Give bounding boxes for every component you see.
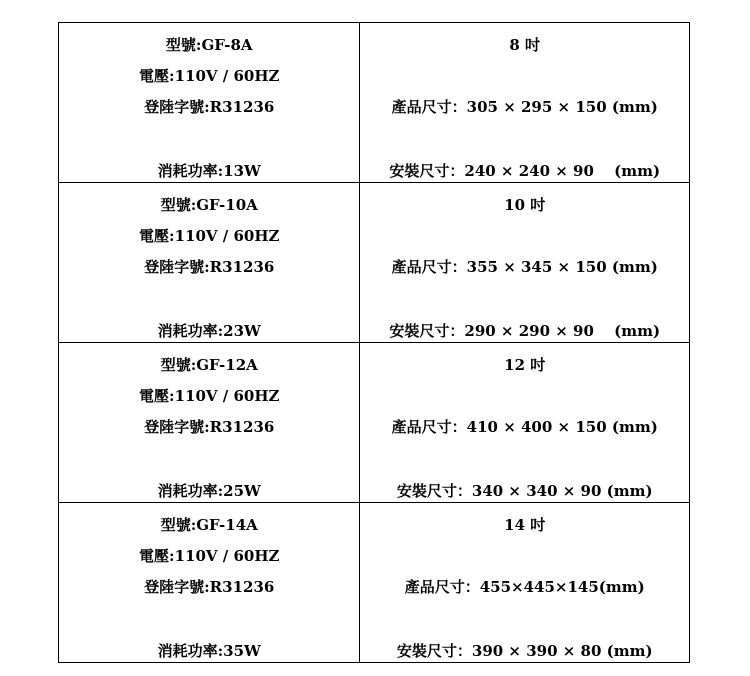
install-size-label: 安裝尺寸：390 × 390 × 80 (mm)	[396, 642, 653, 660]
spec-cell	[59, 23, 360, 183]
spec-cell	[59, 183, 360, 343]
registration-label: 登陸字號:R31236	[144, 418, 275, 436]
power-label: 消耗功率:35W	[157, 642, 261, 660]
inch-label: 8 吋	[509, 36, 541, 54]
size-cell	[360, 183, 690, 343]
size-cell	[360, 23, 690, 183]
inch-label: 14 吋	[504, 516, 546, 534]
inch-label: 12 吋	[504, 356, 546, 374]
model-label: 型號:GF-8A	[165, 36, 253, 54]
voltage-label: 電壓:110V / 60HZ	[139, 67, 280, 85]
registration-label: 登陸字號:R31236	[144, 578, 275, 596]
spec-table	[58, 22, 690, 663]
spec-cell	[59, 343, 360, 503]
product-size-label: 產品尺寸：305 × 295 × 150 (mm)	[391, 98, 658, 116]
model-label: 型號:GF-14A	[160, 516, 258, 534]
power-label: 消耗功率:13W	[157, 162, 261, 180]
product-size-label: 產品尺寸：355 × 345 × 150 (mm)	[391, 258, 658, 276]
voltage-label: 電壓:110V / 60HZ	[139, 227, 280, 245]
table-row	[59, 23, 690, 183]
install-size-label: 安裝尺寸：240 × 240 × 90 (mm)	[389, 162, 661, 180]
size-cell	[360, 503, 690, 663]
product-size-label: 產品尺寸：410 × 400 × 150 (mm)	[391, 418, 658, 436]
spec-cell	[59, 503, 360, 663]
power-label: 消耗功率:23W	[157, 322, 261, 340]
model-label: 型號:GF-10A	[160, 196, 258, 214]
table-row	[59, 183, 690, 343]
install-size-label: 安裝尺寸：290 × 290 × 90 (mm)	[389, 322, 661, 340]
size-cell	[360, 343, 690, 503]
voltage-label: 電壓:110V / 60HZ	[139, 387, 280, 405]
table-row	[59, 503, 690, 663]
table-row	[59, 343, 690, 503]
product-size-label: 產品尺寸：455×445×145(mm)	[404, 578, 645, 596]
registration-label: 登陸字號:R31236	[144, 258, 275, 276]
install-size-label: 安裝尺寸：340 × 340 × 90 (mm)	[396, 482, 653, 500]
power-label: 消耗功率:25W	[157, 482, 261, 500]
registration-label: 登陸字號:R31236	[144, 98, 275, 116]
voltage-label: 電壓:110V / 60HZ	[139, 547, 280, 565]
model-label: 型號:GF-12A	[160, 356, 258, 374]
inch-label: 10 吋	[504, 196, 546, 214]
